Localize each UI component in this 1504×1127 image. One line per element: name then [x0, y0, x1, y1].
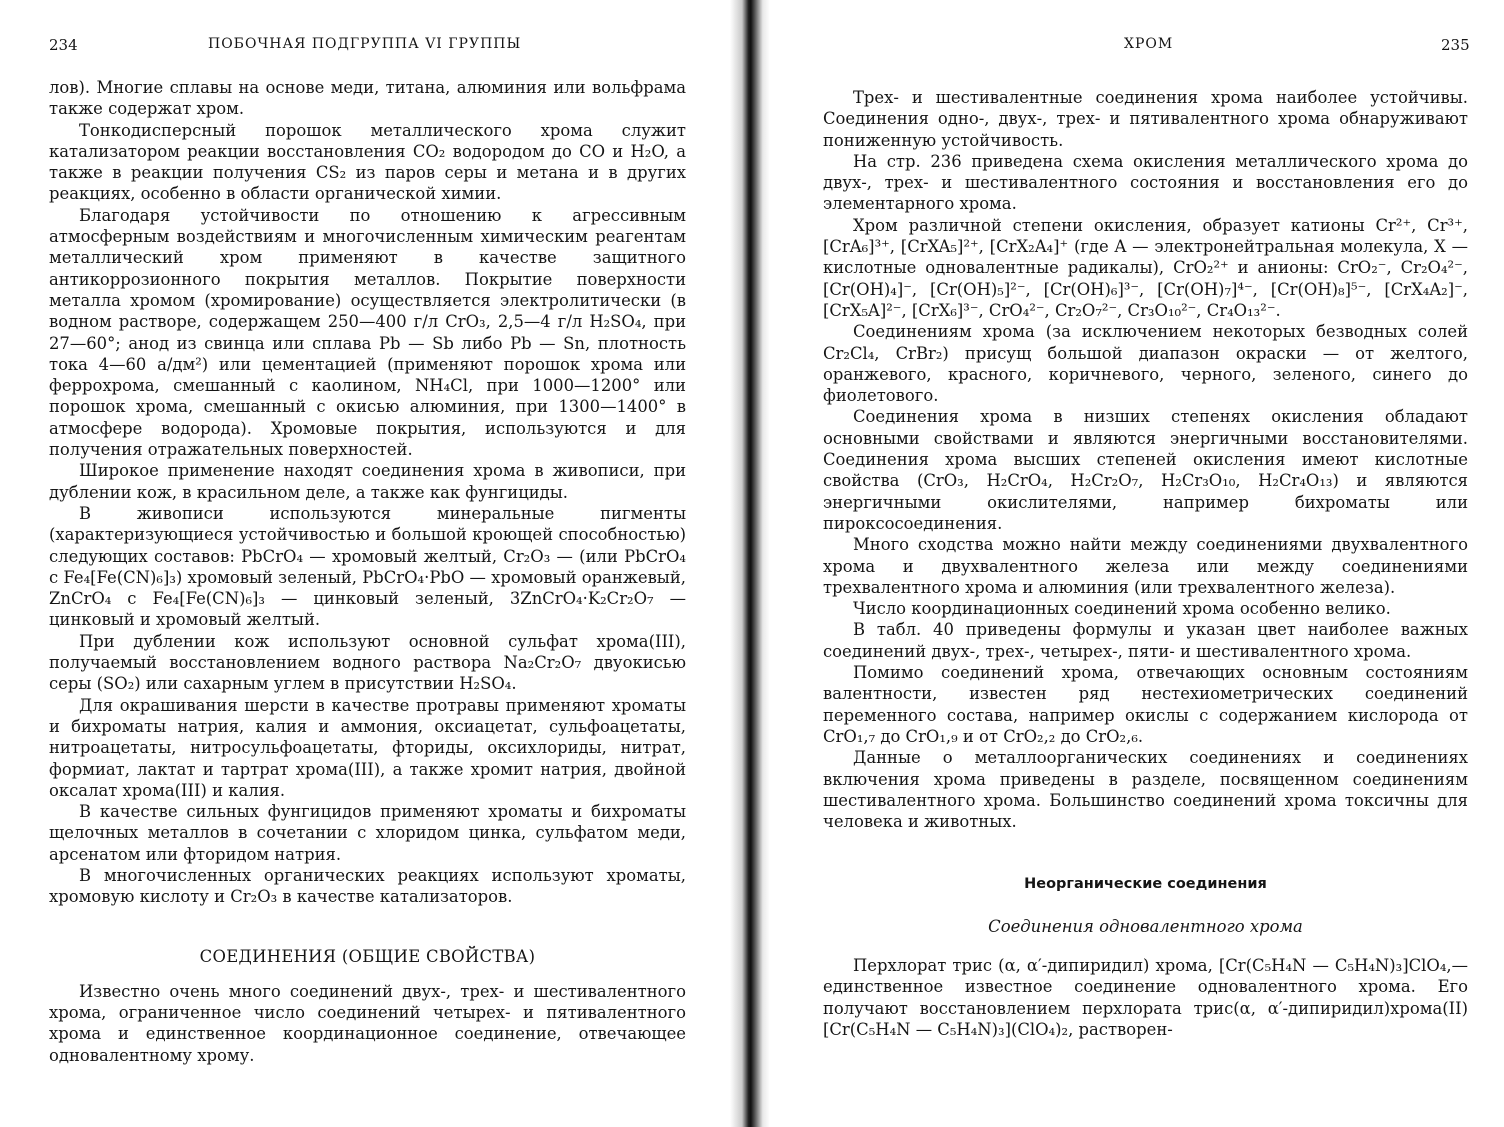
- paragraph: В живописи используются минеральные пигменты (характеризующиеся устойчивостью и большой кроющей способностью) следующих составов: PbCrO₄ — хромовый желтый, Cr₂O₃ — (или PbCrO₄ с Fe₄[Fe(CN)₆]₃) хромовый зеленый, PbCrO₄·PbO — хромовый оранжевый, ZnCrO₄ с Fe₄[Fe(CN)₆]₃ — цинковый зеленый, 3ZnCrO₄·K₂Cr₂O₇ — цинковый и хромовый желтый.: [49, 503, 686, 630]
- paragraph: Тонкодисперсный порошок металлического хрома служит катализатором реакции восстановления CO₂ водородом до CO и H₂O, а также в реакции получения CS₂ из паров серы и метана и в других реакциях, особенно в области органической химии.: [49, 120, 686, 204]
- left-running-head: ПОБОЧНАЯ ПОДГРУППА VI ГРУППЫ: [208, 36, 522, 52]
- paragraph: Для окрашивания шерсти в качестве протравы применяют хроматы и бихроматы натрия, калия и аммония, оксиацетат, сульфоацетаты, нитроацетаты, нитросульфоацетаты, фториды, оксихлориды, нитрат, формиат, лактат и тартрат хрома(III), а также хромит натрия, двойной оксалат хрома(III) и калия.: [49, 695, 686, 800]
- paragraph: Много сходства можно найти между соединениями двухвалентного хрома и двухвалентного железа или между соединениями трехвалентного хрома и алюминия (или трехвалентного железа).: [823, 535, 1468, 597]
- paragraph: Перхлорат трис (α, α′-дипиридил) хрома, [Cr(C₅H₄N — C₅H₄N)₃]ClO₄,— единственное известное соединение одновалентного хрома. Его получают восстановлением перхлората трис(α, α′-дипиридил)хрома(II) [Cr(C₅H₄N — C₅H₄N)₃](ClO₄)₂, растворен-: [823, 955, 1468, 1039]
- paragraph: В многочисленных органических реакциях используют хроматы, хромовую кислоту и Cr₂O₃ в качестве катализаторов.: [49, 865, 686, 907]
- paragraph: Соединениям хрома (за исключением некоторых безводных солей Cr₂Cl₄, CrBr₂) присущ большой диапазон окраски — от желтого, оранжевого, красного, коричневого, черного, зеленого, синего до фиолетового.: [823, 322, 1468, 406]
- paragraph: лов). Многие сплавы на основе меди, титана, алюминия или вольфрама также содержат хром.: [49, 78, 686, 119]
- paragraph: Соединения хрома в низших степенях окисления обладают основными свойствами и являются энергичными восстановителями. Соединения хрома высших степеней окисления имеют кислотные свойства (CrO₃, H₂CrO₄, H₂Cr₂O₇, H₂Cr₃O₁₀, H₂Cr₄O₁₃) и являются энергичными окислителями, например бихроматы или пироксосоединения.: [823, 407, 1468, 533]
- section-heading: СОЕДИНЕНИЯ (ОБЩИЕ СВОЙСТВА): [199, 946, 536, 966]
- paragraph: На стр. 236 приведена схема окисления металлического хрома до двух-, трех- и шестивалентного состояния и восстановления его до элементарного хрома.: [823, 151, 1468, 214]
- right-page-number: 235: [1441, 36, 1470, 54]
- left-page: [0, 0, 738, 1127]
- paragraph: Хром различной степени окисления, образует катионы Cr²⁺, Cr³⁺, [CrA₆]³⁺, [CrXA₅]²⁺, [CrX₂A₄]⁺ (где A — электронейтральная молекула, X — кислотные одновалентные радикалы), CrO₂²⁺ и анионы: CrO₂⁻, Cr₂O₄²⁻, [Cr(OH)₄]⁻, [Cr(OH)₅]²⁻, [Cr(OH)₆]³⁻, [Cr(OH)₇]⁴⁻, [Cr(OH)₈]⁵⁻, [CrX₄A₂]⁻, [CrX₅A]²⁻, [CrX₆]³⁻, CrO₄²⁻, Cr₂O₇²⁻, Cr₃O₁₀²⁻, Cr₄O₁₃²⁻.: [823, 215, 1468, 320]
- section-heading: Неорганические соединения: [1024, 876, 1267, 893]
- subsection-heading: Соединения одновалентного хрома: [988, 916, 1303, 936]
- paragraph: Данные о металлоорганических соединениях и соединениях включения хрома приведены в разделе, посвященном соединениям шестивалентного хрома. Большинство соединений хрома токсичны для человека и животных.: [823, 748, 1468, 832]
- paragraph: Известно очень много соединений двух-, трех- и шестивалентного хрома, ограниченное число соединений четырех- и пятивалентного хрома и единственное координационное соединение, отвечающее одновалентному хрому.: [49, 981, 686, 1065]
- paragraph: В качестве сильных фунгицидов применяют хроматы и бихроматы щелочных металлов в сочетании с хлоридом цинка, сульфатом меди, арсенатом или фторидом натрия.: [49, 802, 686, 864]
- paragraph: Широкое применение находят соединения хрома в живописи, при дублении кож, в красильном деле, а также как фунгициды.: [49, 461, 686, 502]
- paragraph: Трех- и шестивалентные соединения хрома наиболее устойчивы. Соединения одно-, двух-, трех- и пятивалентного хрома обнаруживают пониженную устойчивость.: [823, 88, 1468, 150]
- right-page: [772, 0, 1504, 1127]
- book-spine-gutter: [730, 0, 770, 1127]
- right-running-head: ХРОМ: [1124, 36, 1174, 52]
- paragraph: В табл. 40 приведены формулы и указан цвет наиболее важных соединений двух-, трех-, четырех-, пяти- и шестивалентного хрома.: [823, 620, 1468, 661]
- right-text-column: [823, 87, 1468, 1040]
- paragraph: При дублении кож используют основной сульфат хрома(III), получаемый восстановлением водного раствора Na₂Cr₂O₇ двуокисью серы (SO₂) или сахарным углем в присутствии H₂SO₄.: [49, 631, 686, 694]
- paragraph: Помимо соединений хрома, отвечающих основным состояниям валентности, известен ряд нестехиометрических соединений переменного состава, например окислы с содержанием кислорода от CrO₁,₇ до CrO₁,₉ и от CrO₂,₂ до CrO₂,₆.: [823, 663, 1468, 746]
- paragraph: Благодаря устойчивости по отношению к агрессивным атмосферным воздействиям и многочисленным химическим реагентам металлический хром применяют в качестве защитного антикоррозионного покрытия металлов. Покрытие поверхности металла хромом (хромирование) осуществляется электролитически (в водном растворе, содержащем 250—400 г/л CrO₃, 2,5—4 г/л H₂SO₄, при 27—60°; анод из свинца или сплава Pb — Sb либо Pb — Sn, плотность тока 4—60 а/дм²) или цементацией (применяют порошок хрома или феррохрома, смешанный с каолином, NH₄Cl, при 1000—1200° или порошок хрома, смешанный с окисью алюминия, при 1300—1400° в атмосфере водорода). Хромовые покрытия, используются и для получения отражательных поверхностей.: [49, 205, 686, 460]
- left-page-number: 234: [49, 36, 78, 54]
- left-text-column: [49, 77, 686, 1066]
- paragraph: Число координационных соединений хрома особенно велико.: [853, 599, 1391, 619]
